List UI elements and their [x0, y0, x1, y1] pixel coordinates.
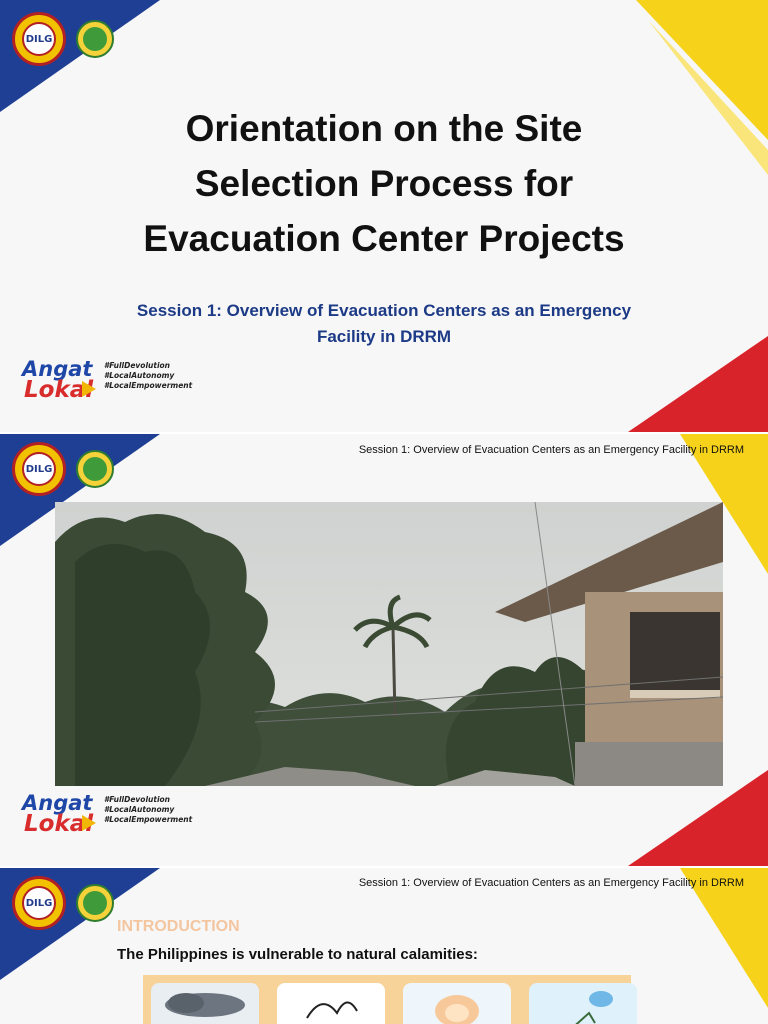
hashtag: #FullDevolution [104, 795, 171, 804]
hashtag: #LocalAutonomy [104, 805, 175, 814]
flood-illustration [277, 983, 385, 1024]
dilg-logo [12, 12, 66, 66]
dilg-logo-text: DILG [22, 22, 56, 56]
red-corner-shape [628, 336, 768, 432]
photo-slide [0, 434, 768, 866]
session-header: Session 1: Overview of Evacuation Centers as an Emergency Facility in DRRM [358, 877, 744, 889]
provincial-seal-logo [76, 884, 114, 922]
subtitle-line-2: Facility in DRRM [316, 327, 452, 346]
angat-lokal-logo [22, 791, 212, 851]
section-heading: INTRODUCTION [117, 918, 240, 935]
slide-subtitle [60, 298, 708, 350]
title-line-1: Orientation on the Site [185, 108, 583, 149]
dilg-logo-text: DILG [22, 886, 56, 920]
hashtag: #FullDevolution [104, 361, 171, 370]
arrow-icon [82, 815, 96, 831]
hashtag-list [104, 795, 192, 825]
lead-text: The Philippines is vulnerable to natural calamities: [117, 946, 478, 963]
angat-word: Angat [22, 357, 93, 381]
lokal-word: Lokal [24, 377, 94, 403]
subtitle-line-1: Session 1: Overview of Evacuation Centers as an Emergency [136, 301, 632, 320]
session-header: Session 1: Overview of Evacuation Centers as an Emergency Facility in DRRM [358, 444, 744, 456]
provincial-seal-logo [76, 450, 114, 488]
hashtag: #LocalEmpowerment [104, 381, 193, 390]
introduction-slide [0, 868, 768, 1024]
angat-lokal-logo [22, 357, 212, 417]
dilg-logo-text: DILG [22, 452, 56, 486]
earthquake-illustration [529, 983, 637, 1024]
slide-title [40, 101, 728, 266]
title-line-3: Evacuation Center Projects [143, 218, 625, 259]
provincial-seal-logo [76, 20, 114, 58]
dilg-logo [12, 442, 66, 496]
hashtag: #LocalAutonomy [104, 371, 175, 380]
yellow-corner-shape [680, 868, 768, 1008]
hashtag-list [104, 361, 192, 391]
angat-word: Angat [22, 791, 93, 815]
calamity-illustrations [143, 975, 631, 1024]
typhoon-illustration [151, 983, 259, 1024]
volcano-illustration [403, 983, 511, 1024]
dilg-logo [12, 876, 66, 930]
storm-photo [55, 502, 723, 786]
title-line-2: Selection Process for [194, 163, 574, 204]
storm-photo-illustration [55, 502, 723, 786]
hashtag: #LocalEmpowerment [104, 815, 193, 824]
title-slide [0, 0, 768, 432]
lokal-word: Lokal [24, 811, 94, 837]
arrow-icon [82, 381, 96, 397]
